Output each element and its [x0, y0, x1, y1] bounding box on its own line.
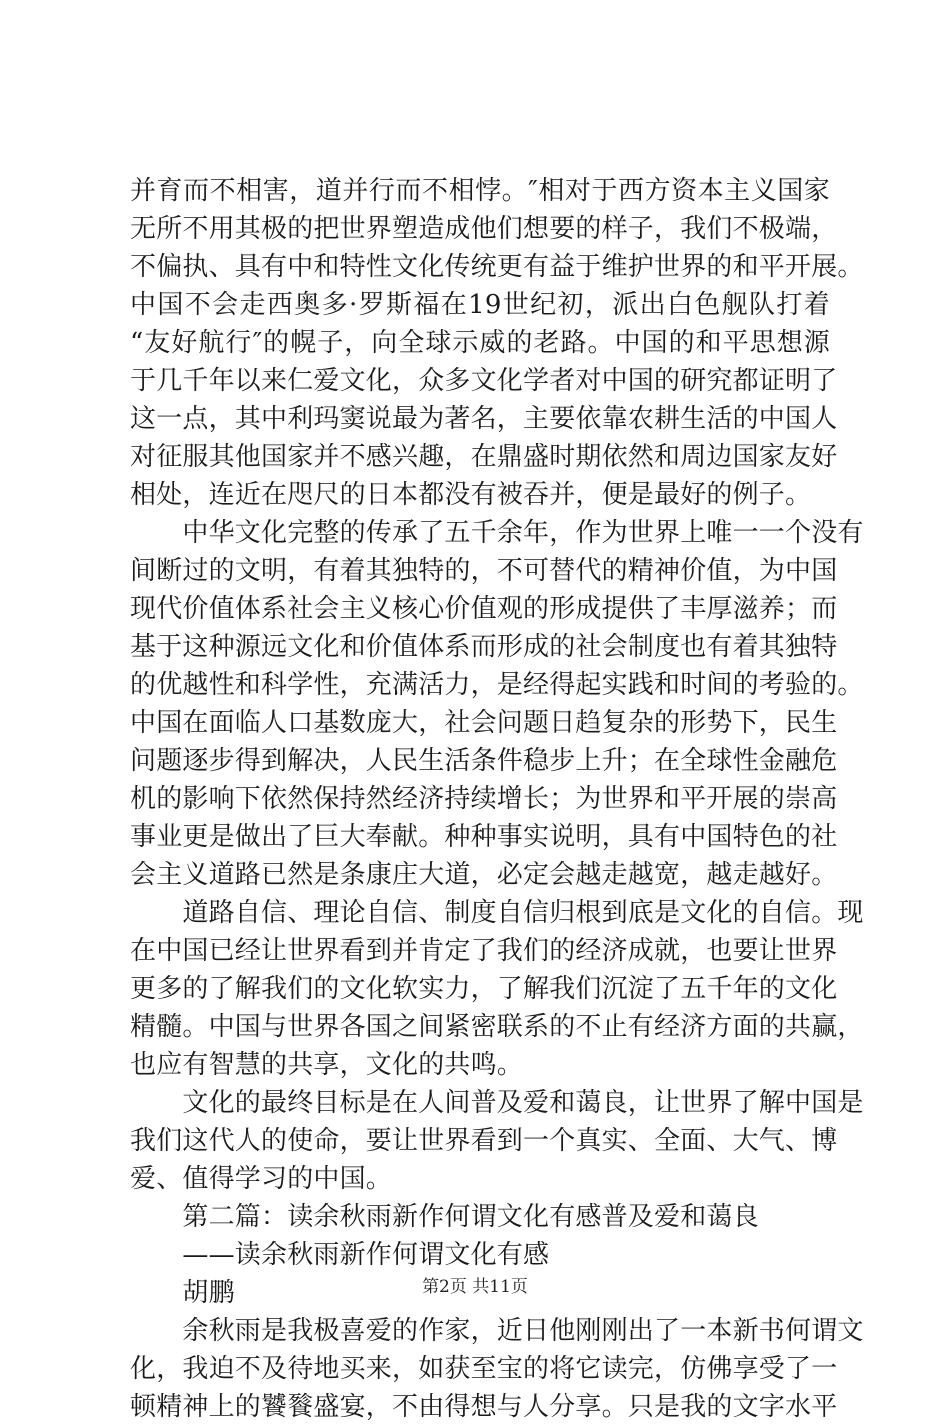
text-line: 于几千年以来仁爱文化，众多文化学者对中国的研究都证明了: [130, 366, 838, 396]
text-line: 余秋雨是我极喜爱的作家，近日他刚刚出了一本新书何谓文: [130, 1316, 864, 1346]
text-line: 第二篇：读余秋雨新作何谓文化有感普及爱和蔼良: [130, 1202, 759, 1232]
text-line: 无所不用其极的把世界塑造成他们想要的样子，我们不极端，: [130, 214, 838, 244]
text-line: 中华文化完整的传承了五千余年，作为世界上唯一一个没有: [130, 518, 864, 548]
text-line: 机的影响下依然保持然经济持续增长；为世界和平开展的崇高: [130, 784, 838, 814]
text-line: 基于这种源远文化和价值体系而形成的社会制度也有着其独特: [130, 632, 838, 662]
text-line: 事业更是做出了巨大奉献。种种事实说明，具有中国特色的社: [130, 822, 838, 852]
body-text: [130, 172, 864, 1426]
text-line: 这一点，其中利玛窦说最为著名，主要依靠农耕生活的中国人: [130, 404, 838, 434]
text-line: 的优越性和科学性，充满活力，是经得起实践和时间的考验的。: [130, 670, 864, 700]
text-line: 文化的最终目标是在人间普及爱和蔼良，让世界了解中国是: [130, 1088, 864, 1118]
text-line: 会主义道路已然是条康庄大道，必定会越走越宽，越走越好。: [130, 860, 838, 890]
text-line: 中国不会走西奥多·罗斯福在19世纪初，派出白色舰队打着: [130, 290, 830, 320]
text-line: 问题逐步得到解决，人民生活条件稳步上升；在全球性金融危: [130, 746, 838, 776]
text-line: “友好航行″的幌子，向全球示威的老路。中国的和平思想源: [130, 328, 830, 358]
text-line: 胡鹏: [130, 1278, 235, 1308]
page-footer: 第2页 共11页: [422, 1277, 528, 1297]
text-line: 间断过的文明，有着其独特的，不可替代的精神价值，为中国: [130, 556, 838, 586]
text-line: 相处，连近在咫尺的日本都没有被吞并，便是最好的例子。: [130, 480, 812, 510]
text-line: 中国在面临人口基数庞大，社会问题日趋复杂的形势下，民生: [130, 708, 838, 738]
text-line: 爱、值得学习的中国。: [130, 1164, 393, 1194]
text-line: 更多的了解我们的文化软实力，了解我们沉淀了五千年的文化: [130, 974, 838, 1004]
text-line: 现代价值体系社会主义核心价值观的形成提供了丰厚滋养；而: [130, 594, 838, 624]
text-line: 也应有智慧的共享，文化的共鸣。: [130, 1050, 524, 1080]
text-line: 在中国已经让世界看到并肯定了我们的经济成就，也要让世界: [130, 936, 838, 966]
text-line: 化，我迫不及待地买来，如获至宝的将它读完，仿佛享受了一: [130, 1354, 838, 1384]
text-line: 顿精神上的饕餮盛宴，不由得想与人分享。只是我的文字水平: [130, 1392, 838, 1422]
text-line: 并育而不相害，道并行而不相悖。″相对于西方资本主义国家: [130, 176, 830, 206]
text-line: 道路自信、理论自信、制度自信归根到底是文化的自信。现: [130, 898, 864, 928]
text-line: ——读余秋雨新作何谓文化有感: [130, 1240, 550, 1270]
text-line: 精髓。中国与世界各国之间紧密联系的不止有经济方面的共赢，: [130, 1012, 864, 1042]
text-line: 我们这代人的使命，要让世界看到一个真实、全面、大气、博: [130, 1126, 838, 1156]
text-line: 不偏执、具有中和特性文化传统更有益于维护世界的和平开展。: [130, 252, 864, 282]
text-line: 对征服其他国家并不感兴趣，在鼎盛时期依然和周边国家友好: [130, 442, 838, 472]
